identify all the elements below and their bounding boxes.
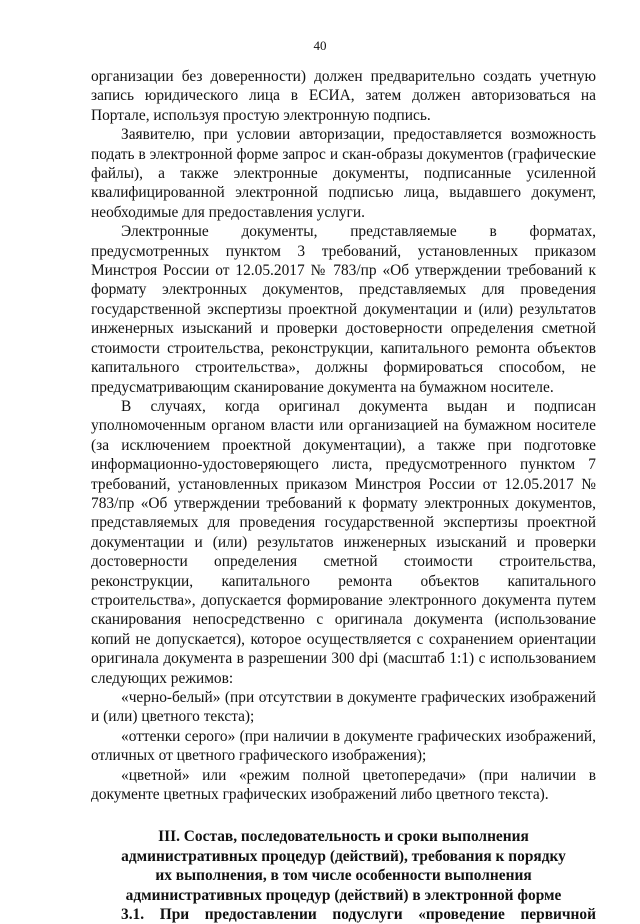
body-paragraph: Электронные документы, представляемые в форматах, предусмотренных пунктом 3 требований, установленных приказом Минстроя России от 12.05.2017 № 783/пр «Об утверждении требований к формату электронных документов, представляемых для проведения государственной экспертизы проектной документации и (или) результатов инженерных изысканий и проверки достоверности определения сметной стоимости строительства, реконструкции, капитального ремонта объектов капитального строительства», должны формироваться способом, не предусматривающим сканирование документа на бумажном носителе.: [91, 223, 596, 396]
document-body: [91, 67, 596, 924]
body-paragraph: В случаях, когда оригинал документа выдан и подписан уполномоченным органом власти или организацией на бумажном носителе (за исключением проектной документации), а также при подготовке информационно-удостоверяющего листа, предусмотренного пунктом 7 требований, установленных приказом Минстроя России от 12.05.2017 № 783/пр «Об утверждении требований к формату электронных документов, представляемых для проведения государственной экспертизы проектной документации и (или) результатов инженерных изысканий и проверки достоверности определения сметной стоимости строительства, реконструкции, капитального ремонта объектов капитального строительства», допускается формирование электронного документа путем сканирования непосредственно с оригинала документа (использование копий не допускается), которое осуществляется с сохранением ориентации оригинала документа в разрешении 300 dpi (масштаб 1:1) с использованием следующих режимов:: [91, 397, 596, 687]
section-heading: [91, 827, 596, 905]
subsection-start: 3.1. При предоставлении подуслуги «проведение первичной: [121, 906, 596, 924]
list-item-grayscale: «оттенки серого» (при наличии в документе графических изображений, отличных от цветного графического изображения);: [91, 727, 596, 765]
page-number: 40: [313, 38, 327, 53]
body-paragraph: Заявителю, при условии авторизации, предоставляется возможность подать в электронной форме запрос и скан-образы документов (графические файлы), а также электронные документы, подписанные усиленной квалифицированной электронной подписью лица, выдавшего документ, необходимые для предоставления услуги.: [91, 126, 596, 221]
section-heading-line: их выполнения, в том числе особенности выполнения: [155, 867, 532, 885]
body-paragraph: организации без доверенности) должен предварительно создать учетную запись юридического лица в ЕСИА, затем должен авторизоваться на Портале, используя простую электронную подпись.: [91, 68, 596, 124]
list-item-color: «цветной» или «режим полной цветопередачи» (при наличии в документе цветных графических изображений либо цветного текста).: [91, 766, 596, 804]
section-heading-line: III. Состав, последовательность и сроки выполнения: [158, 828, 529, 846]
section-heading-line: административных процедур (действий) в электронной форме: [125, 886, 562, 904]
section-heading-line: административных процедур (действий), требования к порядку: [121, 847, 566, 865]
list-item-black-white: «черно-белый» (при отсутствии в документе графических изображений и (или) цветного текста);: [91, 689, 596, 726]
